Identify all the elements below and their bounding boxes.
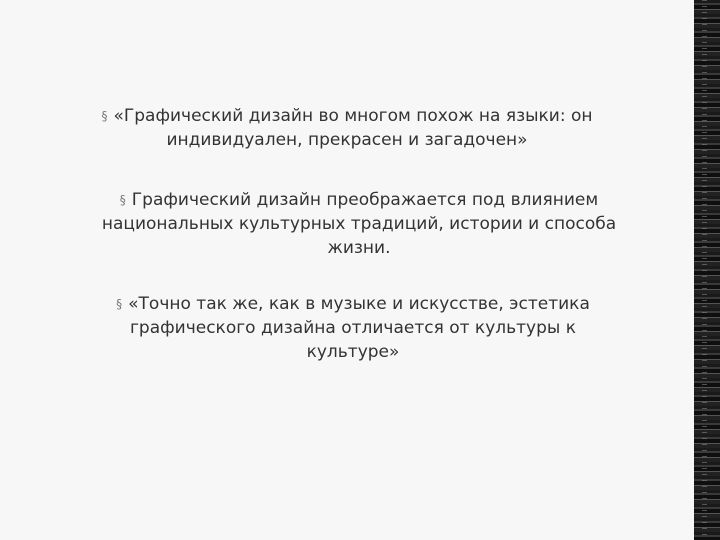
square-bullet-icon: § — [101, 109, 108, 123]
square-bullet-icon: § — [119, 193, 126, 207]
bullet-line: индивидуален, прекрасен и загадочен» — [166, 130, 528, 150]
square-bullet-icon: § — [116, 297, 123, 311]
bullet-item-2 — [0, 188, 718, 260]
bullet-line — [0, 188, 718, 212]
decorative-side-border — [694, 0, 720, 540]
bullet-line: жизни. — [327, 238, 391, 258]
bullet-line: культуре» — [306, 342, 400, 362]
bullet-item-1 — [0, 104, 694, 152]
bullet-text: «Графический дизайн во многом похож на языки: он — [113, 106, 593, 126]
bullet-line: графического дизайна отличается от культуры к — [129, 318, 576, 338]
bullet-line: национальных культурных традиций, истории и способа — [101, 214, 617, 234]
bullet-text: «Точно так же, как в музыке и искусстве, эстетика — [128, 294, 590, 314]
bullet-line — [0, 104, 694, 128]
bullet-text: Графический дизайн преображается под влиянием — [131, 190, 599, 210]
bullet-item-3 — [0, 292, 706, 364]
bullet-line — [0, 292, 706, 316]
